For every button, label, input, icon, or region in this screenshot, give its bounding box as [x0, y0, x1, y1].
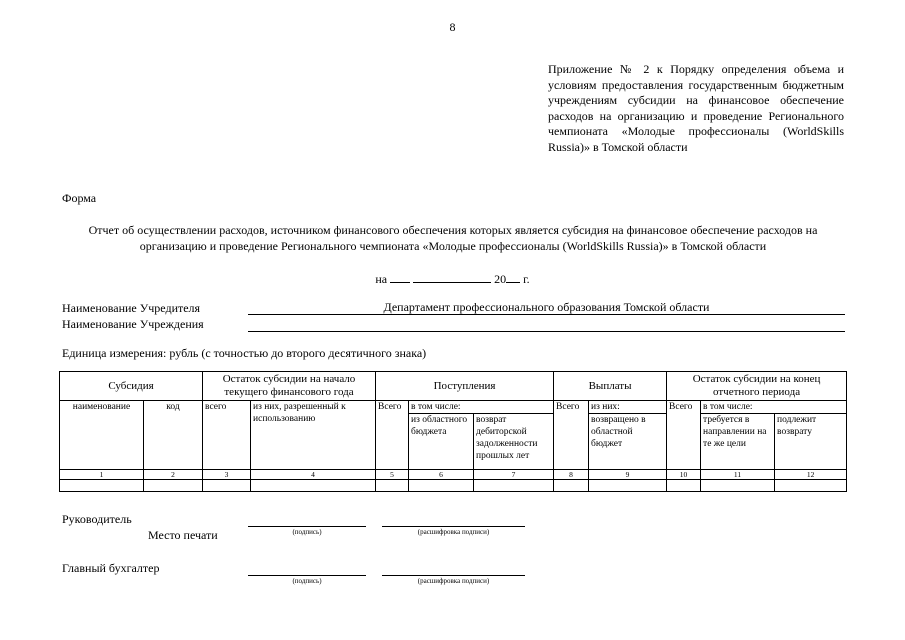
institution-field[interactable]: [248, 317, 845, 332]
table-cell[interactable]: [251, 480, 376, 492]
accountant-label: Главный бухгалтер: [62, 561, 160, 575]
col-same-goals: требуется в направлении на те же цели: [701, 414, 775, 470]
month-blank[interactable]: [413, 271, 491, 283]
col-debt-return: возврат дебиторской задолженности прошлых лет: [474, 414, 554, 470]
col-from-budget: из областного бюджета: [409, 414, 474, 470]
report-table: [59, 371, 847, 492]
col-number: 4: [251, 470, 376, 480]
head-decoding-line[interactable]: [382, 525, 525, 527]
appendix-note: Приложение № 2 к Порядку определения объема и условиям предоставления государственным бюджетным учреждениям субсидии на финансовое обеспечение расходов на организацию и проведение Регионального чемпионата «Молодые профессионалы (WorldSkills Russia)» в Томской области: [548, 62, 844, 154]
founder-label: Наименование Учредителя: [62, 301, 201, 315]
col-total-payments: Всего: [554, 401, 589, 470]
unit-of-measure: Единица измерения: рубль (с точностью до второго десятичного знака): [62, 346, 427, 360]
report-date-line: [0, 271, 905, 287]
founder-field[interactable]: Департамент профессионального образования Томской области: [248, 300, 845, 315]
col-total-start: всего: [203, 401, 251, 470]
table-cell[interactable]: [144, 480, 203, 492]
report-title: Отчет об осуществлении расходов, источником финансового обеспечения которых является субсидия на финансовое обеспечение расходов на организацию и проведение Регионального чемпионата «Молодые профессионалы (WorldSkills Russia)» в Томской области: [88, 223, 818, 253]
year-blank[interactable]: [506, 271, 520, 283]
col-name: наименование: [60, 401, 144, 470]
group-receipts: Поступления: [376, 372, 554, 401]
table-cell[interactable]: [60, 480, 144, 492]
col-incl-receipts: в том числе:: [409, 401, 554, 414]
col-returned-budget: возвращено в областной бюджет: [589, 414, 667, 470]
table-cell[interactable]: [701, 480, 775, 492]
form-label: Форма: [62, 191, 97, 205]
col-number: 9: [589, 470, 667, 480]
accountant-decoding-caption: (расшифровка подписи): [417, 577, 490, 585]
col-number: 3: [203, 470, 251, 480]
col-number: 6: [409, 470, 474, 480]
col-code: код: [144, 401, 203, 470]
table-cell[interactable]: [203, 480, 251, 492]
table-cell[interactable]: [775, 480, 847, 492]
table-cell[interactable]: [589, 480, 667, 492]
date-prefix: на: [375, 272, 388, 286]
stamp-label: Место печати: [148, 528, 218, 542]
group-balance-end: Остаток субсидии на конец отчетного периода: [667, 372, 847, 401]
table-cell[interactable]: [409, 480, 474, 492]
col-total-receipts: Всего: [376, 401, 409, 470]
group-subsidy: Субсидия: [60, 372, 203, 401]
col-total-end: Всего: [667, 401, 701, 470]
accountant-signature-caption: (подпись): [292, 577, 322, 585]
col-number: 11: [701, 470, 775, 480]
col-number: 5: [376, 470, 409, 480]
col-number: 7: [474, 470, 554, 480]
head-decoding-caption: (расшифровка подписи): [417, 528, 490, 536]
head-signature-caption: (подпись): [292, 528, 322, 536]
table-cell[interactable]: [667, 480, 701, 492]
page-number: 8: [449, 20, 456, 34]
col-allowed-use: из них, разрешенный к использованию: [251, 401, 376, 470]
col-to-return: подлежит возврату: [775, 414, 847, 470]
col-number: 10: [667, 470, 701, 480]
head-signature-line[interactable]: [248, 525, 366, 527]
day-blank[interactable]: [390, 271, 410, 283]
group-balance-start: Остаток субсидии на начало текущего финансового года: [203, 372, 376, 401]
institution-label: Наименование Учреждения: [62, 317, 204, 331]
table-row: [60, 480, 847, 492]
group-payments: Выплаты: [554, 372, 667, 401]
accountant-decoding-line[interactable]: [382, 574, 525, 576]
col-number: 8: [554, 470, 589, 480]
col-of-them: из них:: [589, 401, 667, 414]
year-prefix: 20: [494, 272, 507, 286]
col-number: 2: [144, 470, 203, 480]
col-number: 12: [775, 470, 847, 480]
table-cell[interactable]: [474, 480, 554, 492]
col-incl-end: в том числе:: [701, 401, 847, 414]
accountant-signature-line[interactable]: [248, 574, 366, 576]
date-suffix: г.: [523, 272, 530, 286]
head-label: Руководитель: [62, 512, 132, 526]
table-cell[interactable]: [376, 480, 409, 492]
col-number: 1: [60, 470, 144, 480]
table-cell[interactable]: [554, 480, 589, 492]
